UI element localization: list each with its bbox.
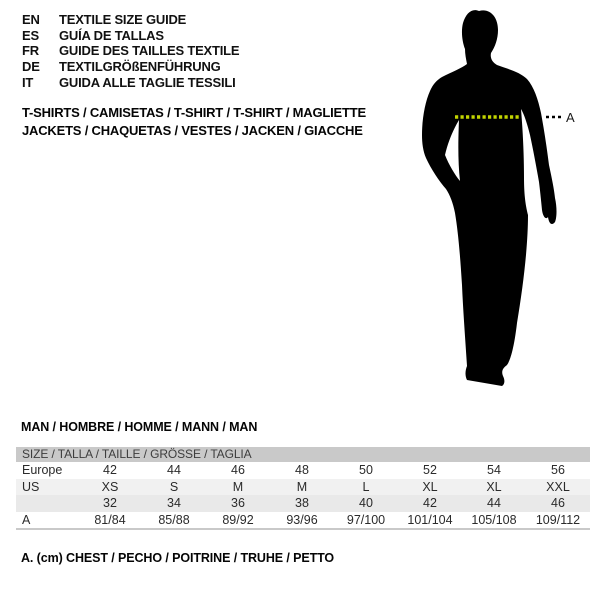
language-label: TEXTILGRÖßENFÜHRUNG xyxy=(59,59,221,75)
cell: XL xyxy=(462,479,526,496)
cell: XXL xyxy=(526,479,590,496)
cell: S xyxy=(142,479,206,496)
table-row-chest-a xyxy=(16,512,590,530)
cell: 54 xyxy=(462,462,526,479)
cell: M xyxy=(270,479,334,496)
cell: 42 xyxy=(78,462,142,479)
cell: 36 xyxy=(206,495,270,512)
language-code: IT xyxy=(22,74,34,90)
cell: 81/84 xyxy=(78,512,142,530)
cell: 97/100 xyxy=(334,512,398,530)
language-label: GUÍA DE TALLAS xyxy=(59,27,164,43)
cell: XL xyxy=(398,479,462,496)
cell: 34 xyxy=(142,495,206,512)
size-table-header-row xyxy=(16,447,590,462)
row-label: US xyxy=(16,479,78,496)
cell: XS xyxy=(78,479,142,496)
language-code: FR xyxy=(22,43,39,59)
language-row-de xyxy=(22,59,239,75)
cell: 109/112 xyxy=(526,512,590,530)
garment-categories xyxy=(22,104,366,140)
size-table-header: SIZE / TALLA / TAILLE / GRÖSSE / TAGLIA xyxy=(16,447,590,462)
language-label: GUIDE DES TAILLES TEXTILE xyxy=(59,43,240,59)
cell: 40 xyxy=(334,495,398,512)
male-silhouette xyxy=(422,10,557,386)
language-row-it xyxy=(22,75,239,91)
cell: 32 xyxy=(78,495,142,512)
cell: L xyxy=(334,479,398,496)
category-jackets: JACKETS / CHAQUETAS / VESTES / JACKEN / GIACCHE xyxy=(22,123,363,138)
male-silhouette-figure xyxy=(415,5,600,395)
cell: 89/92 xyxy=(206,512,270,530)
row-label xyxy=(16,495,78,512)
size-table xyxy=(16,447,590,530)
language-row-es xyxy=(22,28,239,44)
language-code: EN xyxy=(22,12,40,27)
language-list xyxy=(22,12,239,90)
cell: 93/96 xyxy=(270,512,334,530)
table-row-numeric xyxy=(16,495,590,512)
cell: 44 xyxy=(462,495,526,512)
cell: 50 xyxy=(334,462,398,479)
language-code: ES xyxy=(22,27,39,43)
cell: 85/88 xyxy=(142,512,206,530)
cell: 101/104 xyxy=(398,512,462,530)
cell: 42 xyxy=(398,495,462,512)
table-row-europe xyxy=(16,462,590,479)
language-label: TEXTILE SIZE GUIDE xyxy=(59,12,187,27)
measurement-footnote: A. (cm) CHEST / PECHO / POITRINE / TRUHE / PETTO xyxy=(21,551,335,565)
cell: 56 xyxy=(526,462,590,479)
measure-a-label: A xyxy=(566,110,575,125)
cell: 46 xyxy=(206,462,270,479)
cell: 52 xyxy=(398,462,462,479)
section-title-man: MAN / HOMBRE / HOMME / MANN / MAN xyxy=(21,420,258,434)
cell: M xyxy=(206,479,270,496)
table-row-us xyxy=(16,479,590,496)
cell: 46 xyxy=(526,495,590,512)
cell: 44 xyxy=(142,462,206,479)
cell: 48 xyxy=(270,462,334,479)
row-label: A xyxy=(16,512,78,530)
cell: 105/108 xyxy=(462,512,526,530)
cell: 38 xyxy=(270,495,334,512)
language-row-en xyxy=(22,12,239,28)
category-tshirts: T-SHIRTS / CAMISETAS / T-SHIRT / T-SHIRT / MAGLIETTE xyxy=(22,105,366,120)
row-label: Europe xyxy=(16,462,78,479)
language-row-fr xyxy=(22,43,239,59)
language-code: DE xyxy=(22,59,40,75)
language-label: GUIDA ALLE TAGLIE TESSILI xyxy=(59,74,236,90)
